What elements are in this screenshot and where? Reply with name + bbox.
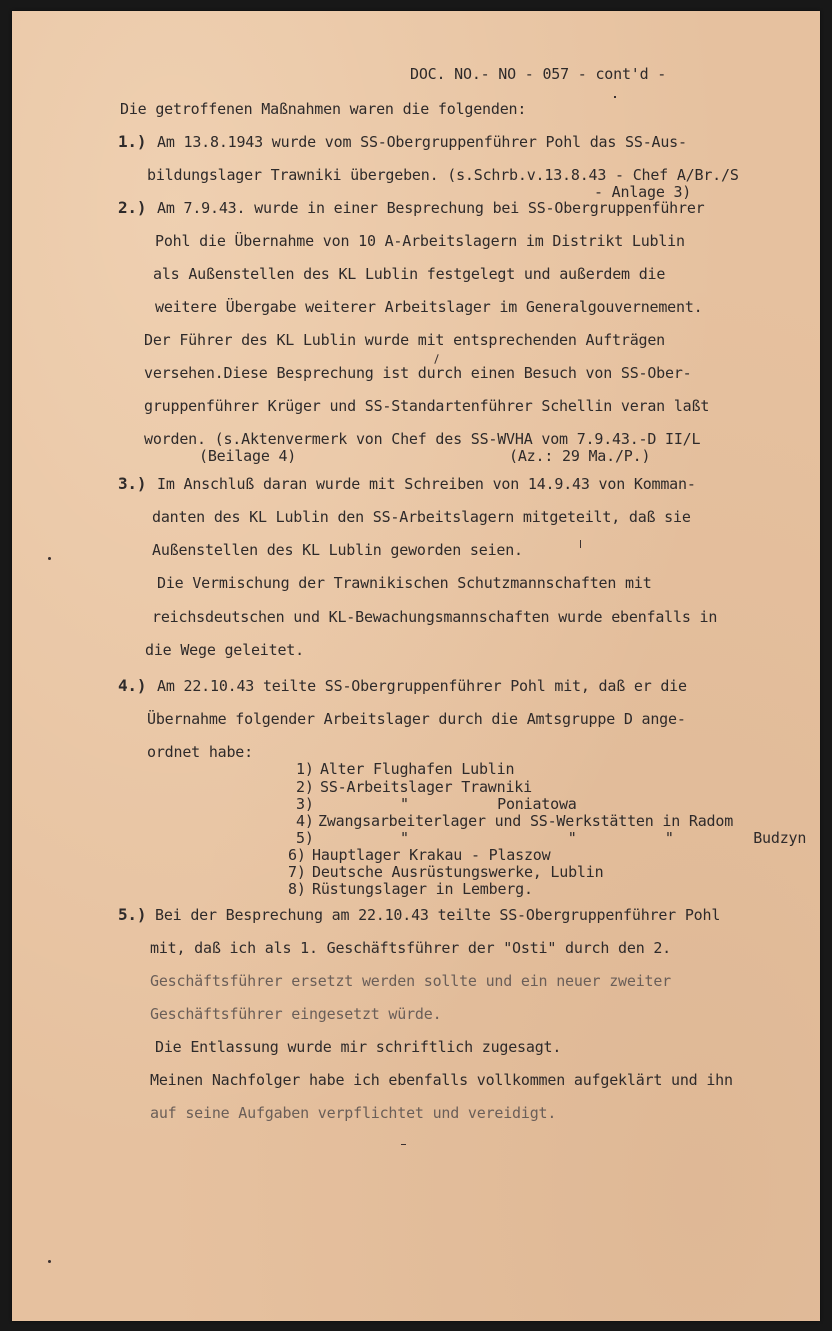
intro-line: Die getroffenen Maßnahmen waren die folgenden: xyxy=(120,100,527,118)
item-2-line-9b: (Az.: 29 Ma./P.) xyxy=(509,447,651,465)
list-item-text: " Poniatowa xyxy=(400,795,577,813)
ink-speck xyxy=(401,1144,406,1145)
item-2-line-7: gruppenführer Krüger und SS-Standartenführer Schellin veran laßt xyxy=(144,397,710,415)
item-1-line-1: Am 13.8.1943 wurde vom SS-Obergruppenführer Pohl das SS-Aus- xyxy=(157,133,687,151)
doc-reference: DOC. NO.- NO - 057 - cont'd - xyxy=(410,65,667,83)
list-item-number: 1) xyxy=(296,760,314,778)
item-5-line-2: mit, daß ich als 1. Geschäftsführer der "Osti" durch den 2. xyxy=(150,939,672,957)
item-1-line-2: bildungslager Trawniki übergeben. (s.Schrb.v.13.8.43 - Chef A/Br./S xyxy=(147,166,739,184)
item-5-line-3: Geschäftsführer ersetzt werden sollte und ein neuer zweiter xyxy=(150,972,672,990)
item-3-line-5: reichsdeutschen und KL-Bewachungsmannschaften wurde ebenfalls in xyxy=(152,608,718,626)
item-1-number: 1.) xyxy=(118,132,147,151)
list-item-number: 5) xyxy=(296,829,314,847)
item-5-line-6: Meinen Nachfolger habe ich ebenfalls vollkommen aufgeklärt und ihn xyxy=(150,1071,733,1089)
item-3-number: 3.) xyxy=(118,474,147,493)
item-5-line-7: auf seine Aufgaben verpflichtet und vereidigt. xyxy=(150,1104,557,1122)
item-3-line-6: die Wege geleitet. xyxy=(145,641,304,659)
ink-speck xyxy=(580,540,581,548)
item-2-line-8: worden. (s.Aktenvermerk von Chef des SS-WVHA vom 7.9.43.-D II/L xyxy=(144,430,701,448)
item-3-line-2: danten des KL Lublin den SS-Arbeitslagern mitgeteilt, daß sie xyxy=(152,508,691,526)
item-5-number: 5.) xyxy=(118,905,147,924)
list-item-text: Hauptlager Krakau - Plaszow xyxy=(312,846,551,864)
item-4-line-3: ordnet habe: xyxy=(147,743,253,761)
item-2-line-3: als Außenstellen des KL Lublin festgelegt und außerdem die xyxy=(153,265,666,283)
item-2-line-6: versehen.Diese Besprechung ist durch einen Besuch von SS-Ober- xyxy=(144,364,692,382)
item-2-line-5: Der Führer des KL Lublin wurde mit entsprechenden Aufträgen xyxy=(144,331,666,349)
list-item-number: 3) xyxy=(296,795,314,813)
list-item-number: 7) xyxy=(288,863,306,881)
item-3-line-1: Im Anschluß daran wurde mit Schreiben von 14.9.43 von Komman- xyxy=(157,475,696,493)
list-item-text: Alter Flughafen Lublin xyxy=(320,760,515,778)
list-item-text: SS-Arbeitslager Trawniki xyxy=(320,778,532,796)
item-2-line-4: weitere Übergabe weiterer Arbeitslager im Generalgouvernement. xyxy=(155,298,703,316)
list-item-text: Rüstungslager in Lemberg. xyxy=(312,880,533,898)
item-3-line-4: Die Vermischung der Trawnikischen Schutzmannschaften mit xyxy=(157,574,652,592)
ink-speck xyxy=(48,557,51,560)
list-item-text: Deutsche Ausrüstungswerke, Lublin xyxy=(312,863,604,881)
item-1-line-3: - Anlage 3) xyxy=(594,183,692,201)
ink-speck xyxy=(48,1260,51,1263)
list-item-number: 6) xyxy=(288,846,306,864)
item-5-line-5: Die Entlassung wurde mir schriftlich zugesagt. xyxy=(155,1038,562,1056)
ink-speck xyxy=(614,96,616,98)
item-2-line-2: Pohl die Übernahme von 10 A-Arbeitslagern im Distrikt Lublin xyxy=(155,232,685,250)
item-2-line-9a: (Beilage 4) xyxy=(199,447,297,465)
list-item-number: 2) xyxy=(296,778,314,796)
item-4-line-1: Am 22.10.43 teilte SS-Obergruppenführer Pohl mit, daß er die xyxy=(157,677,687,695)
item-5-line-1: Bei der Besprechung am 22.10.43 teilte SS-Obergruppenführer Pohl xyxy=(155,906,721,924)
item-4-number: 4.) xyxy=(118,676,147,695)
item-2-line-1: Am 7.9.43. wurde in einer Besprechung bei SS-Obergruppenführer xyxy=(157,199,705,217)
list-item-number: 4) xyxy=(296,812,314,830)
ink-speck xyxy=(434,354,438,364)
item-3-line-3: Außenstellen des KL Lublin geworden seien. xyxy=(152,541,523,559)
list-item-text: " " " Budzyn xyxy=(400,829,807,847)
list-item-text: Zwangsarbeiterlager und SS-Werkstätten in Radom xyxy=(318,812,734,830)
list-item-number: 8) xyxy=(288,880,306,898)
item-5-line-4: Geschäftsführer eingesetzt würde. xyxy=(150,1005,442,1023)
item-4-line-2: Übernahme folgender Arbeitslager durch die Amtsgruppe D ange- xyxy=(147,710,686,728)
item-2-number: 2.) xyxy=(118,198,147,217)
document-page xyxy=(12,11,820,1321)
